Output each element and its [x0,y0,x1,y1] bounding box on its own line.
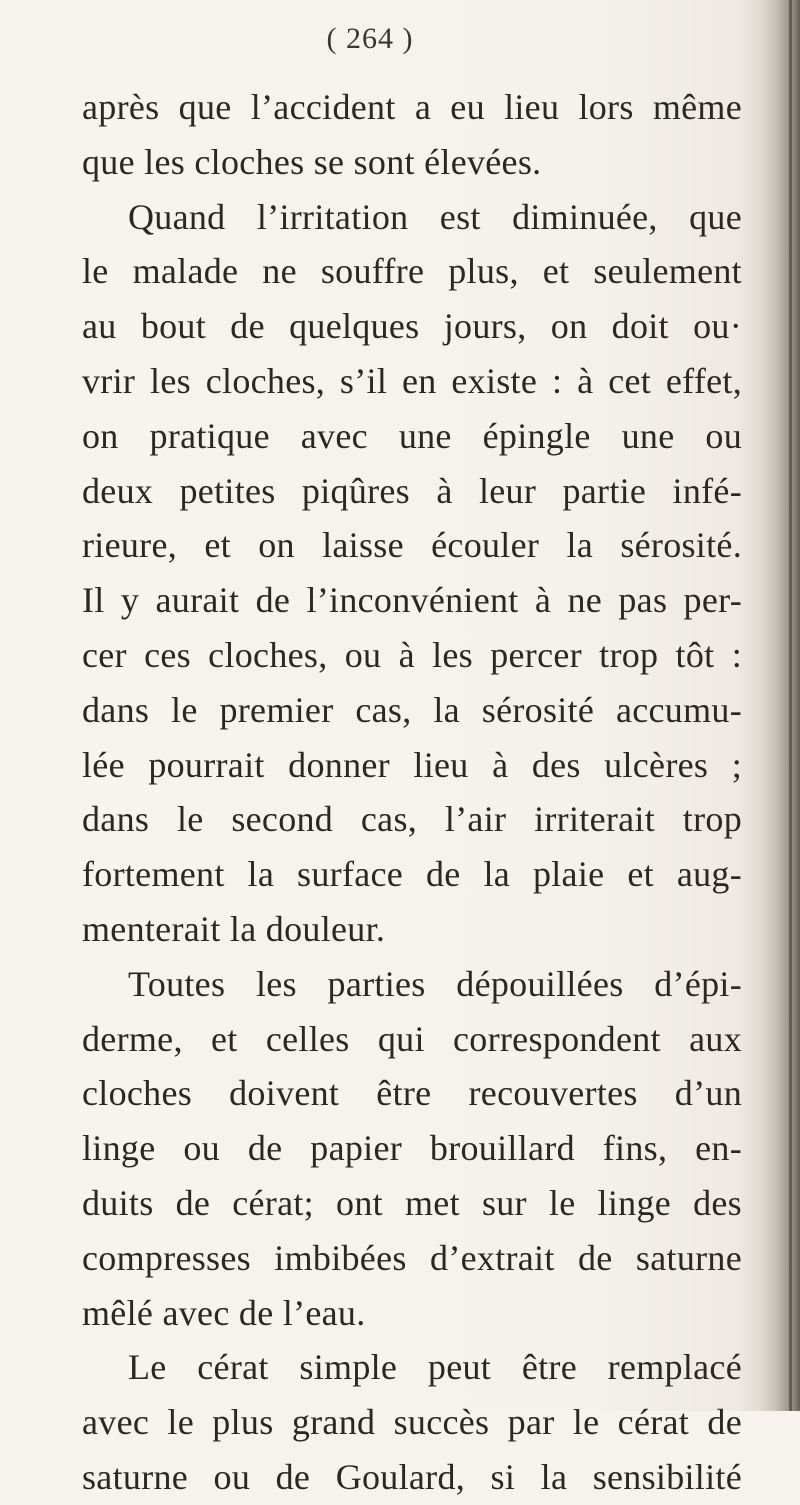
page-number: ( 264 ) [326,22,414,55]
text-line: avec le plus grand succès par le cérat de [82,1402,742,1443]
text-line: deux petites piqûres à leur partie infé- [82,470,742,511]
text-line: rieure, et on laisse écouler la sérosité. [82,525,742,566]
text-line: saturne ou de Goulard, si la sensibilité [82,1456,742,1497]
text-line: menterait la douleur. [82,908,386,949]
text-line: fortement la surface de la plaie et aug- [82,854,742,895]
text-line: duits de cérat; ont met sur le linge des [82,1182,742,1223]
text-line: on pratique avec une épingle une ou [82,415,742,456]
text-line: mêlé avec de l’eau. [82,1292,366,1333]
text-line: dans le premier cas, la sérosité accumu- [82,689,742,730]
text-line: vrir les cloches, s’il en existe : à cet effet, [82,360,742,401]
text-line: compresses imbibées d’extrait de saturne [82,1237,742,1278]
text-line: le malade ne souffre plus, et seulement [82,251,742,292]
binding-edge [789,0,792,1411]
text-line: dans le second cas, l’air irriterait trop [82,799,742,840]
body-text [82,80,742,1505]
paragraph-start-line: Le cérat simple peut être remplacé [128,1347,742,1388]
text-line: après que l’accident a eu lieu lors même [82,87,742,127]
text-line: cloches doivent être recouvertes d’un [82,1073,742,1114]
text-line: linge ou de papier brouillard fins, en- [82,1128,742,1169]
text-line: derme, et celles qui correspondent aux [82,1018,742,1059]
text-line: lée pourrait donner lieu à des ulcères ; [82,744,742,785]
text-line: au bout de quelques jours, on doit ou· [82,306,742,347]
text-line: Il y aurait de l’inconvénient à ne pas per- [82,580,742,621]
binding-shadow [758,0,800,1411]
text-line: que les cloches se sont élevées. [82,141,542,182]
text-line: cer ces cloches, ou à les percer trop tôt : [82,634,742,675]
paragraph-start-line: Quand l’irritation est diminuée, que [128,196,742,237]
paragraph-start-line: Toutes les parties dépouillées d’épi- [128,963,742,1004]
